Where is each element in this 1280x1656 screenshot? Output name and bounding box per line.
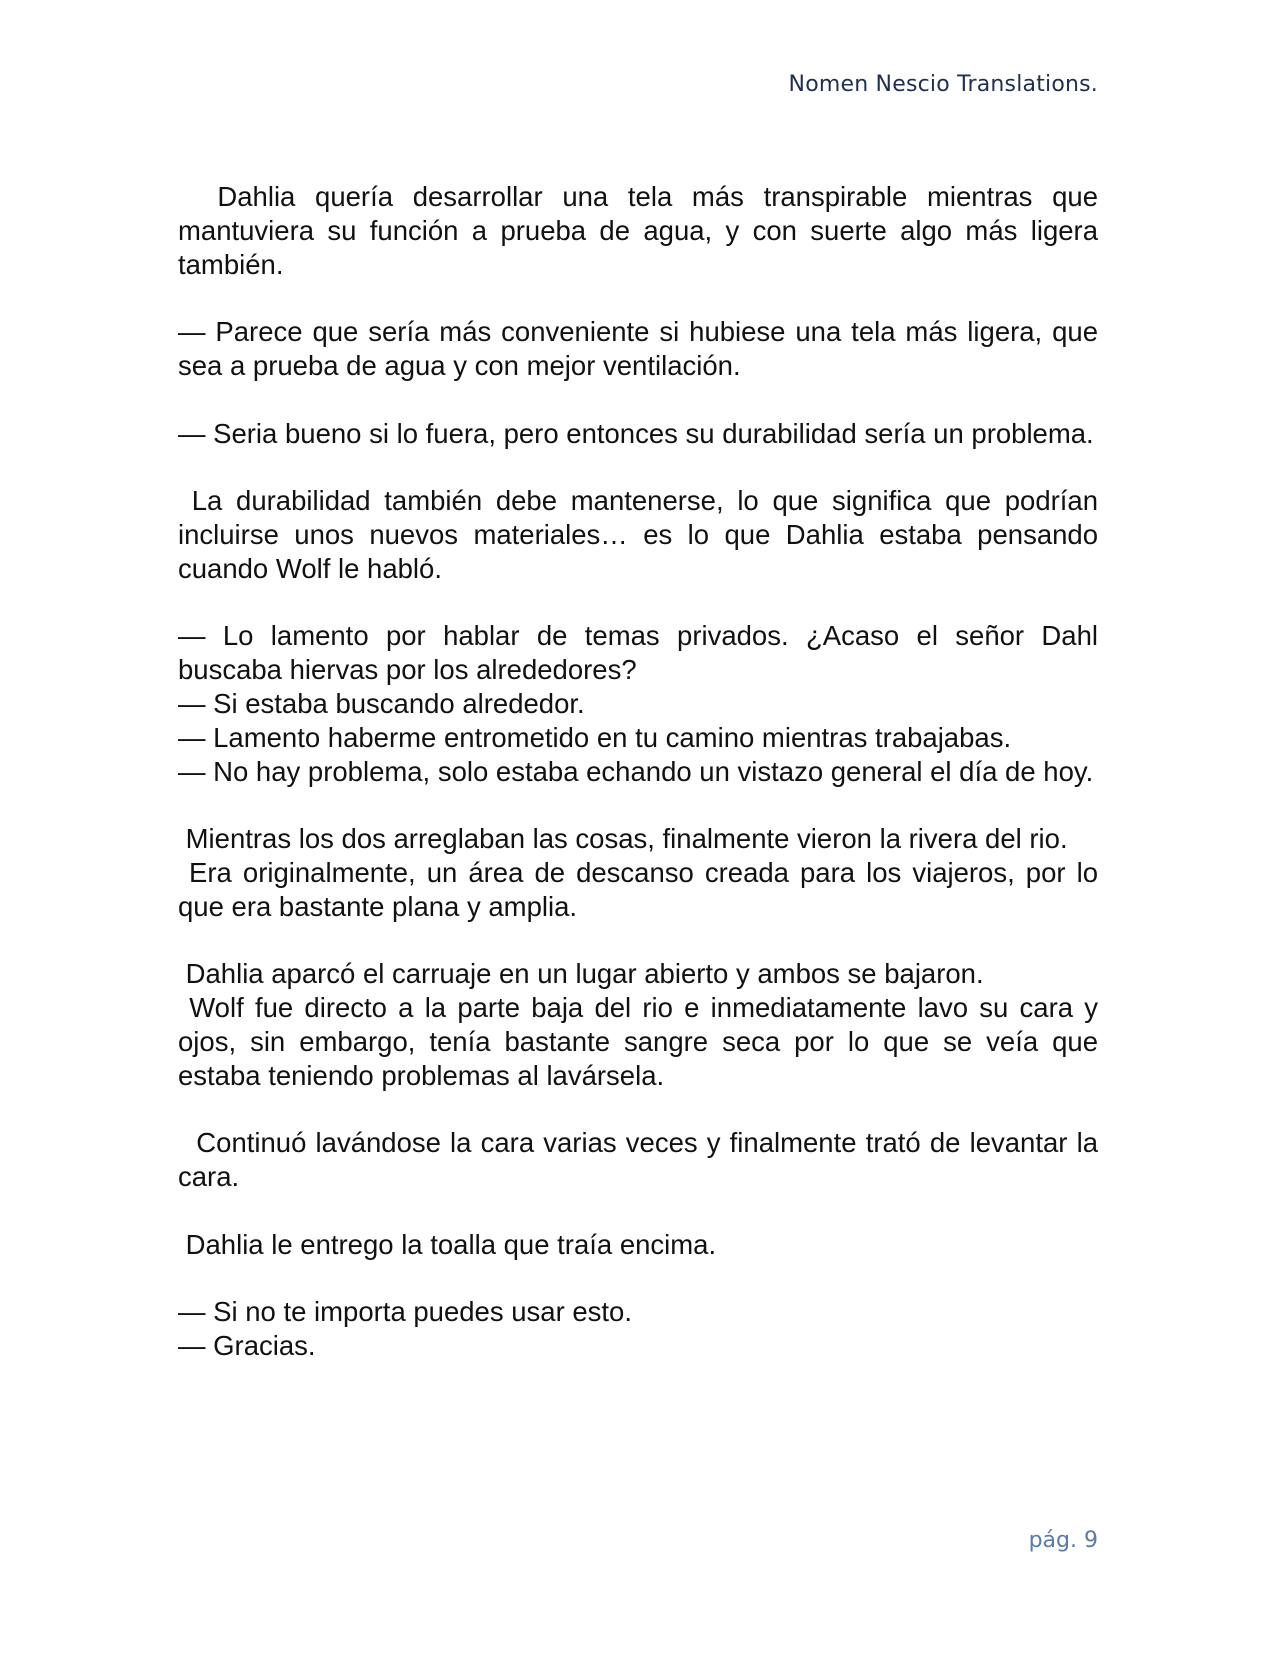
- dialogue-line: — Lamento haberme entrometido en tu camino mientras trabajabas.: [178, 721, 1012, 753]
- paragraph: Dahlia aparcó el carruaje en un lugar abierto y ambos se bajaron.: [178, 958, 984, 990]
- page-body: [178, 180, 1098, 1363]
- paragraph: Wolf fue directo a la parte baja del rio e inmediatamente lavo su cara y ojos, sin embargo, tenía bastante sangre seca por lo que se veía que estaba teniendo problemas al lavársela.: [178, 992, 1098, 1091]
- dialogue-line: — No hay problema, solo estaba echando un vistazo general el día de hoy.: [178, 755, 1094, 787]
- paragraph: Continuó lavándose la cara varias veces y finalmente trató de levantar la cara.: [178, 1127, 1098, 1193]
- page-header: Nomen Nescio Translations.: [788, 72, 1098, 97]
- dialogue-line: — Gracias.: [178, 1330, 316, 1362]
- paragraph: — Parece que sería más conveniente si hubiese una tela más ligera, que sea a prueba de agua y con mejor ventilación.: [178, 316, 1098, 381]
- dialogue-line: — Si no te importa puedes usar esto.: [178, 1296, 632, 1328]
- paragraph: Era originalmente, un área de descanso creada para los viajeros, por lo que era bastante plana y amplia.: [178, 856, 1098, 922]
- paragraph: Mientras los dos arreglaban las cosas, finalmente vieron la rivera del rio.: [178, 823, 1068, 855]
- paragraph: — Seria bueno si lo fuera, pero entonces su durabilidad sería un problema.: [178, 417, 1094, 449]
- paragraph: Dahlia quería desarrollar una tela más transpirable mientras que mantuviera su función a prueba de agua, y con suerte algo más ligera también.: [178, 181, 1098, 280]
- paragraph: La durabilidad también debe mantenerse, lo que significa que podrían incluirse unos nuevos materiales… es lo que Dahlia estaba pensando cuando Wolf le habló.: [178, 485, 1098, 584]
- page-number: pág. 9: [1028, 1528, 1098, 1553]
- dialogue-line: — Si estaba buscando alrededor.: [178, 687, 585, 719]
- dialogue-line: — Lo lamento por hablar de temas privados. ¿Acaso el señor Dahl buscaba hiervas por los alrededores?: [178, 620, 1098, 686]
- paragraph: Dahlia le entrego la toalla que traía encima.: [178, 1228, 717, 1260]
